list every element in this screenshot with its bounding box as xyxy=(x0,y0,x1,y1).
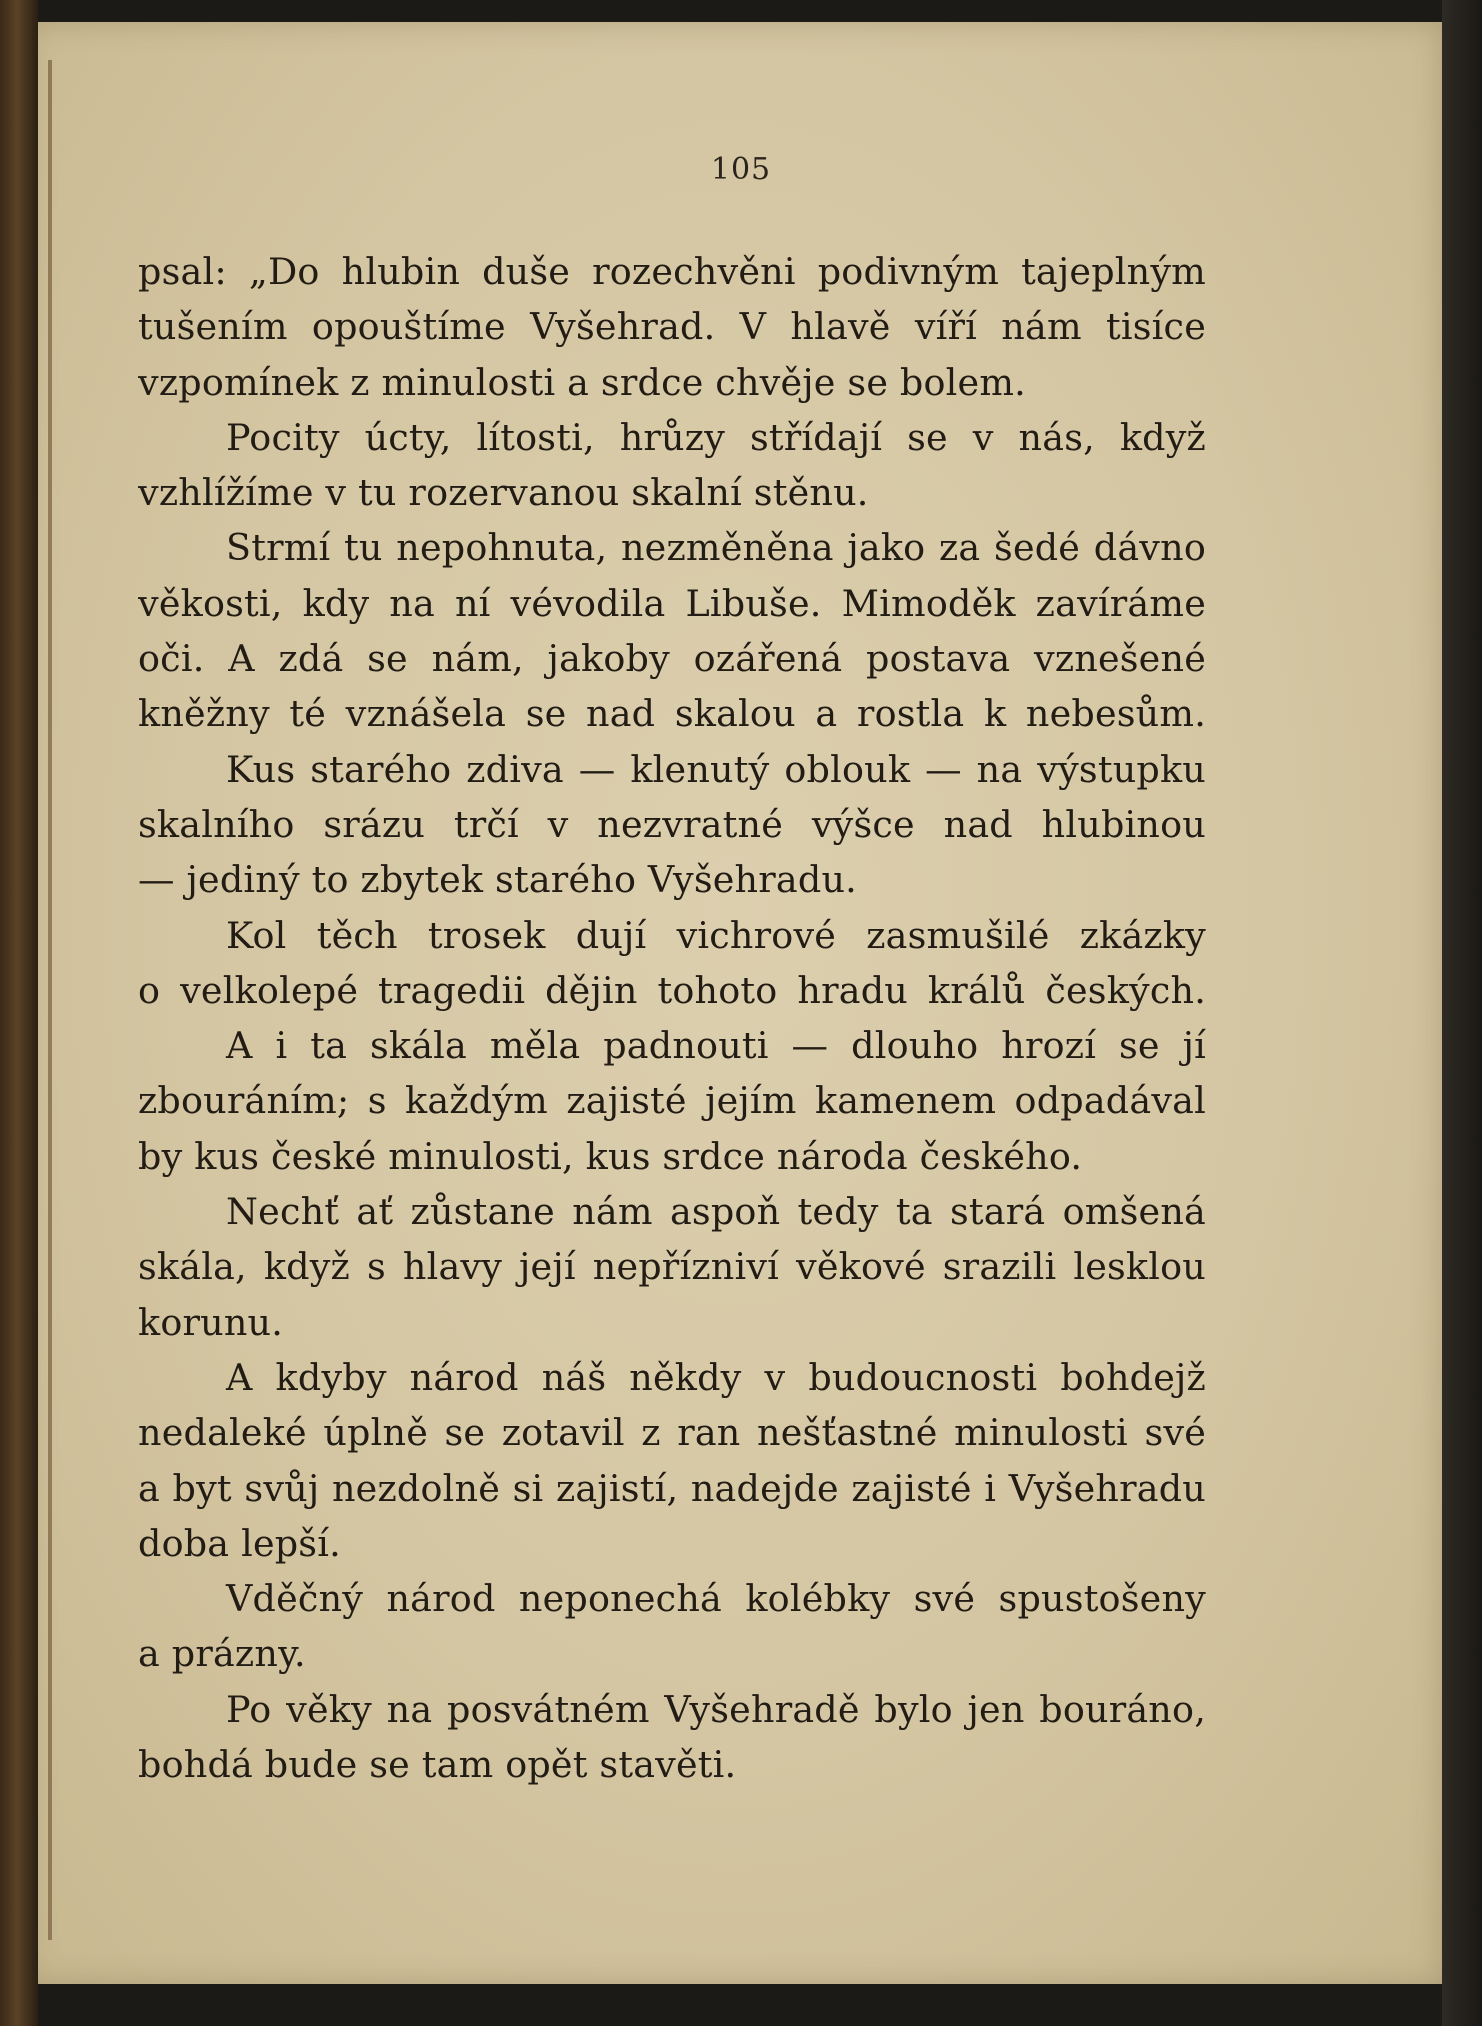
text-line: vzpomínek z minulosti a srdce chvěje se bolem. xyxy=(138,360,1026,404)
text-line: korunu. xyxy=(138,1300,284,1344)
text-line: tušením opouštíme Vyšehrad. V hlavě víří nám tisíce xyxy=(138,305,1206,349)
text-line: Nechť ať zůstane nám aspoň tedy ta stará omšená xyxy=(226,1190,1206,1234)
text-line: kněžny té vznášela se nad skalou a rostla k nebesům. xyxy=(138,692,1206,736)
text-line: skála, když s hlavy její nepřízniví věkové srazili lesklou xyxy=(138,1245,1206,1289)
text-line: a byt svůj nezdolně si zajistí, nadejde zajisté i Vyšehradu xyxy=(138,1466,1206,1510)
text-line: psal: „Do hlubin duše rozechvěni podivným tajeplným xyxy=(138,250,1206,293)
text-line: Strmí tu nepohnuta, nezměněna jako za šedé dávno xyxy=(226,526,1206,570)
text-line: Kol těch trosek dují vichrové zasmušilé zkázky xyxy=(226,913,1206,957)
text-line: Vděčný národ neponechá kolébky své spustošeny xyxy=(226,1577,1206,1621)
text-line: Pocity úcty, lítosti, hrůzy střídají se v nás, když xyxy=(226,415,1206,459)
text-line: A i ta skála měla padnouti — dlouho hrozí se jí xyxy=(226,1024,1206,1068)
gutter-shadow xyxy=(48,60,52,1940)
text-line: věkosti, kdy na ní vévodila Libuše. Mimoděk zavíráme xyxy=(138,581,1206,625)
text-line: oči. A zdá se nám, jakoby ozářená postava vznešené xyxy=(138,637,1206,681)
text-line: nedaleké úplně se zotavil z ran nešťastné minulosti své xyxy=(138,1411,1206,1455)
book-binding-edge xyxy=(0,0,38,2026)
text-line: vzhlížíme v tu rozervanou skalní stěnu. xyxy=(138,471,869,515)
text-line: o velkolepé tragedii dějin tohoto hradu králů českých. xyxy=(138,968,1206,1012)
text-line: bohdá bude se tam opět stavěti. xyxy=(138,1743,737,1787)
text-line: A kdyby národ náš někdy v budoucnosti bohdejž xyxy=(226,1355,1206,1399)
body-text xyxy=(138,244,1206,1792)
text-line: a prázny. xyxy=(138,1632,306,1676)
text-line: Kus starého zdiva — klenutý oblouk — na výstupku xyxy=(226,747,1206,791)
text-line: — jediný to zbytek starého Vyšehradu. xyxy=(138,858,857,902)
text-line: by kus české minulosti, kus srdce národa českého. xyxy=(138,1134,1083,1178)
page-number: 105 xyxy=(710,152,772,187)
text-line: skalního srázu trčí v nezvratné výšce nad hlubinou xyxy=(138,802,1206,846)
text-line: Po věky na posvátném Vyšehradě bylo jen bouráno, xyxy=(226,1687,1206,1731)
scan-right-edge xyxy=(1442,0,1482,2026)
text-line: doba lepší. xyxy=(138,1521,341,1565)
text-line: zbouráním; s každým zajisté jejím kamenem odpadával xyxy=(138,1079,1206,1123)
